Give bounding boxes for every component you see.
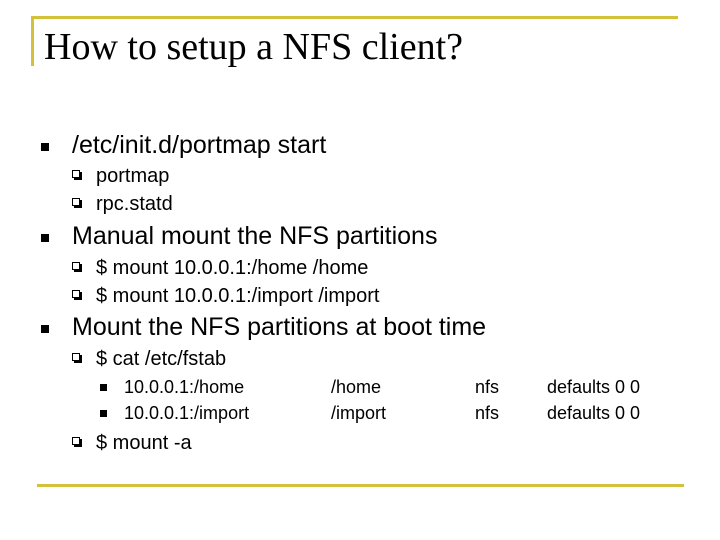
bullet-text: /etc/init.d/portmap start <box>72 131 327 159</box>
box-bullet-icon <box>72 437 80 445</box>
bullet-text: Mount the NFS partitions at boot time <box>72 313 487 341</box>
fstab-device: 10.0.0.1:/home <box>124 377 245 397</box>
box-bullet-icon <box>72 353 80 361</box>
fstab-type: nfs <box>475 403 500 423</box>
fstab-type: nfs <box>475 377 500 397</box>
square-bullet-icon <box>41 143 49 151</box>
slide-title: How to setup a NFS client? <box>44 26 464 68</box>
fstab-mount: /home <box>331 377 382 397</box>
square-bullet-icon <box>100 384 107 391</box>
bottom-rule <box>37 484 684 487</box>
fstab-options: defaults 0 0 <box>547 377 641 397</box>
box-bullet-icon <box>72 262 80 270</box>
box-bullet-icon <box>72 290 80 298</box>
sub-bullet-text: $ cat /etc/fstab <box>96 348 227 370</box>
sub-bullet-text: $ mount 10.0.0.1:/home /home <box>96 257 369 279</box>
square-bullet-icon <box>41 325 49 333</box>
sub-bullet-text: rpc.statd <box>96 193 173 215</box>
fstab-mount: /import <box>331 403 387 423</box>
box-bullet-icon <box>72 198 80 206</box>
sub-bullet-text: portmap <box>96 165 170 187</box>
sub-bullet-text: $ mount 10.0.0.1:/import /import <box>96 285 380 307</box>
fstab-options: defaults 0 0 <box>547 403 641 423</box>
square-bullet-icon <box>100 410 107 417</box>
fstab-device: 10.0.0.1:/import <box>124 403 250 423</box>
bullet-text: Manual mount the NFS partitions <box>72 222 438 250</box>
square-bullet-icon <box>41 234 49 242</box>
sub-bullet-text: $ mount -a <box>96 432 192 454</box>
left-rule <box>31 16 34 66</box>
box-bullet-icon <box>72 170 80 178</box>
top-rule <box>31 16 678 19</box>
